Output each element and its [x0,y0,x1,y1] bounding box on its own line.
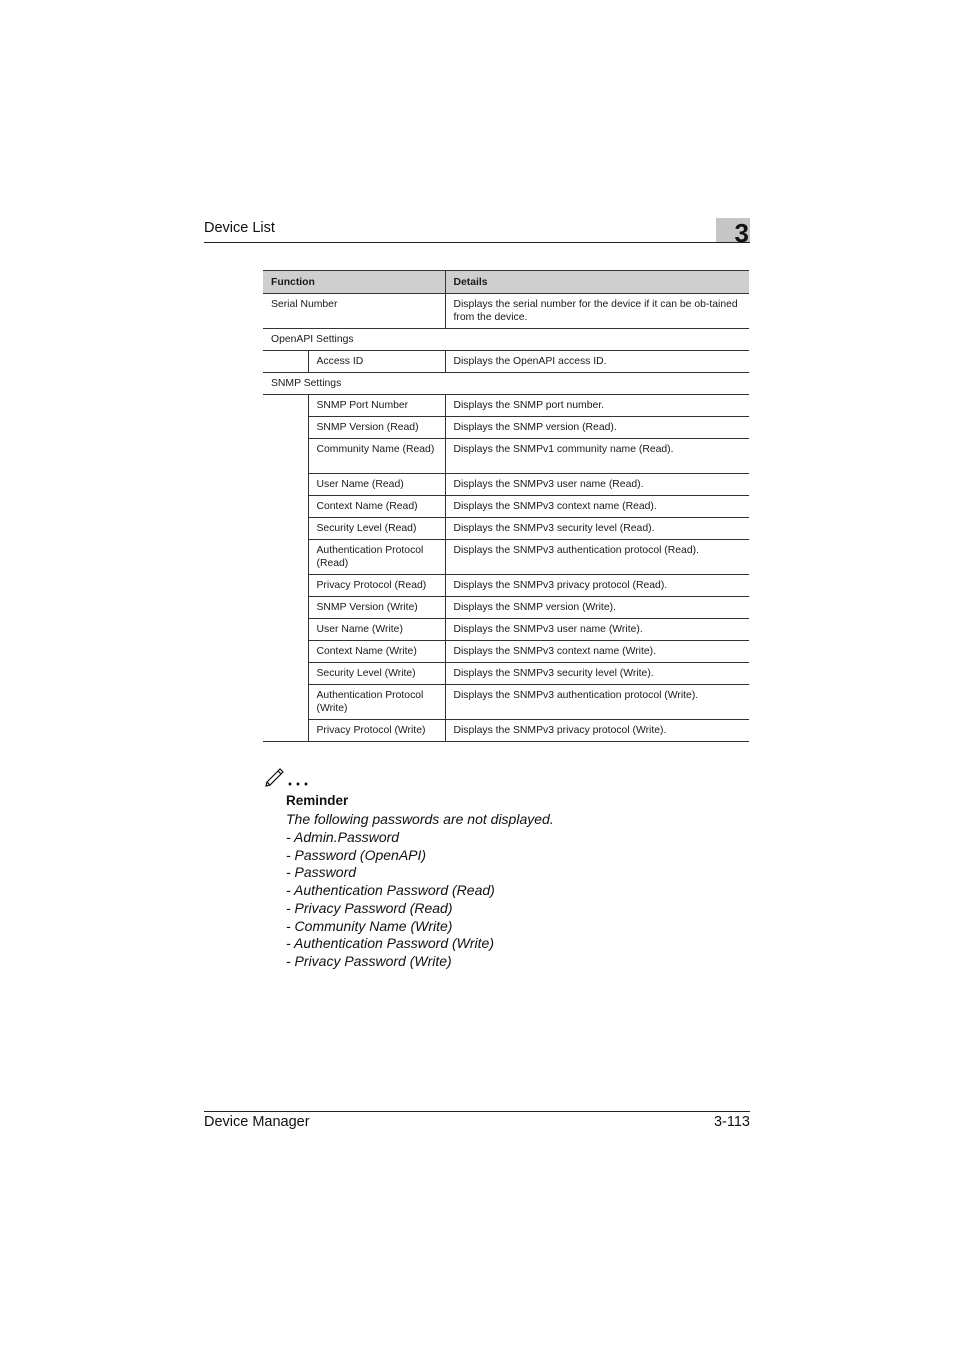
function-cell: Context Name (Read) [308,496,445,518]
list-item: - Authentication Password (Read) [286,882,495,899]
function-cell: Context Name (Write) [308,641,445,663]
function-details-table [263,270,749,742]
table-row [263,663,749,685]
details-cell: Displays the SNMPv3 security level (Write). [445,663,749,685]
function-cell: Security Level (Write) [308,663,445,685]
function-cell: Serial Number [263,294,445,329]
group-row-snmp [263,373,749,395]
details-cell: Displays the SNMP version (Write). [445,597,749,619]
details-cell: Displays the SNMPv3 user name (Write). [445,619,749,641]
list-item: - Privacy Password (Read) [286,899,453,916]
indent-cell [263,395,308,417]
details-cell: Displays the SNMPv3 privacy protocol (Write). [445,720,749,742]
footer-manual-name: Device Manager [204,1114,310,1130]
details-cell: Displays the SNMP version (Read). [445,417,749,439]
function-cell: Privacy Protocol (Write) [308,720,445,742]
indent-cell [263,597,308,619]
indent-cell [263,619,308,641]
details-cell: Displays the SNMPv3 security level (Read). [445,518,749,540]
table-row [263,294,749,329]
function-cell: User Name (Write) [308,619,445,641]
pencil-note-icon [263,763,313,787]
indent-cell [263,575,308,597]
indent-cell [263,641,308,663]
chapter-number: 3 [734,218,749,248]
reminder-list [286,829,495,971]
function-cell: Authentication Protocol (Read) [308,540,445,575]
page-number: 3-113 [713,1114,750,1130]
list-item: - Community Name (Write) [286,917,453,934]
function-cell: SNMP Port Number [308,395,445,417]
details-cell: Displays the SNMPv3 authentication protocol (Read). [445,540,749,575]
list-item: - Admin.Password [286,829,400,845]
table-row [263,518,749,540]
details-cell: Displays the serial number for the device if it can be ob-tained from the device. [445,294,749,329]
table-row [263,395,749,417]
details-cell: Displays the SNMPv3 authentication protocol (Write). [445,685,749,720]
footer-divider [204,1111,750,1112]
list-item: - Password [286,864,357,881]
table-row [263,685,749,720]
indent-cell [263,663,308,685]
indent-cell [263,496,308,518]
table-row [263,641,749,663]
column-header-details: Details [445,271,749,294]
group-label: OpenAPI Settings [263,329,749,351]
table-row [263,417,749,439]
table-row [263,351,749,373]
details-cell: Displays the OpenAPI access ID. [445,351,749,373]
page-header-title: Device List [204,220,275,236]
table-row [263,496,749,518]
group-row-openapi [263,329,749,351]
function-cell: Security Level (Read) [308,518,445,540]
indent-cell [263,685,308,720]
table-row [263,720,749,742]
indent-cell [263,417,308,439]
indent-cell [263,540,308,575]
function-cell: Access ID [308,351,445,373]
details-cell: Displays the SNMPv3 context name (Write). [445,641,749,663]
function-cell: SNMP Version (Read) [308,417,445,439]
function-cell: User Name (Read) [308,474,445,496]
table-row [263,540,749,575]
header-divider [204,242,750,243]
function-cell: Authentication Protocol (Write) [308,685,445,720]
chapter-tab [716,218,750,248]
details-cell: Displays the SNMPv1 community name (Read). [445,439,749,474]
function-cell: Privacy Protocol (Read) [308,575,445,597]
details-cell: Displays the SNMPv3 user name (Read). [445,474,749,496]
details-cell: Displays the SNMPv3 context name (Read). [445,496,749,518]
table-header-row [263,271,749,294]
function-cell: SNMP Version (Write) [308,597,445,619]
table-row [263,575,749,597]
table-row [263,439,749,474]
indent-cell [263,720,308,742]
list-item: - Authentication Password (Write) [286,935,494,952]
function-cell: Community Name (Read) [308,439,445,474]
indent-cell [263,439,308,474]
list-item: - Privacy Password (Write) [286,952,452,969]
table-row [263,619,749,641]
column-header-function: Function [263,271,445,294]
indent-cell [263,474,308,496]
group-label: SNMP Settings [263,373,749,395]
indent-cell [263,518,308,540]
reminder-heading: Reminder [286,793,349,808]
list-item: - Password (OpenAPI) [286,846,427,863]
indent-cell [263,351,308,373]
reminder-intro: The following passwords are not displayed. [286,811,554,827]
details-cell: Displays the SNMPv3 privacy protocol (Read). [445,575,749,597]
details-cell: Displays the SNMP port number. [445,395,749,417]
table-row [263,474,749,496]
table-row [263,597,749,619]
